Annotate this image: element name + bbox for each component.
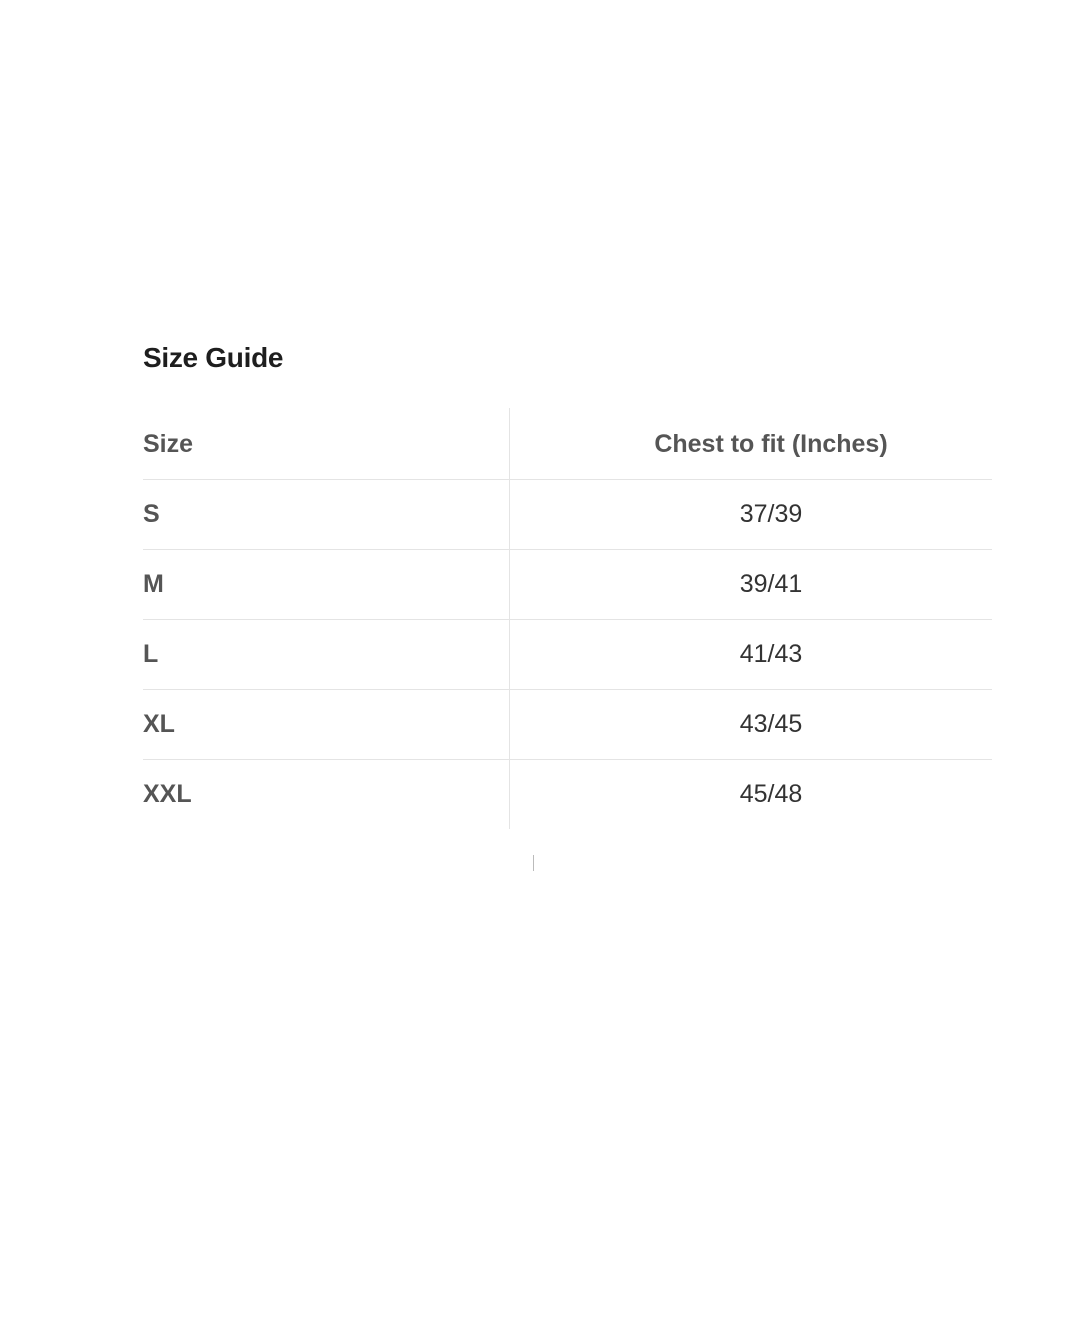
chest-cell: 39/41 [510, 550, 993, 620]
size-cell: XXL [143, 760, 510, 830]
chest-cell: 45/48 [739, 780, 803, 808]
column-header-chest: Chest to fit (Inches) [510, 408, 993, 480]
chest-cell: 37/39 [510, 480, 993, 550]
table-row [143, 550, 992, 620]
table-header-row [143, 408, 992, 480]
size-cell: XL [143, 690, 510, 760]
chest-cell: 43/45 [510, 690, 993, 760]
chest-cell: 41/43 [510, 620, 993, 690]
size-cell: M [143, 550, 510, 620]
text-cursor [533, 855, 534, 871]
page-title: Size Guide [143, 342, 284, 373]
table-row [143, 760, 992, 830]
size-cell: S [143, 480, 510, 550]
table-row [143, 480, 992, 550]
table-row [143, 620, 992, 690]
column-header-size: Size [143, 408, 510, 480]
size-guide-table [143, 408, 992, 829]
size-cell: L [143, 620, 510, 690]
table-row [143, 690, 992, 760]
